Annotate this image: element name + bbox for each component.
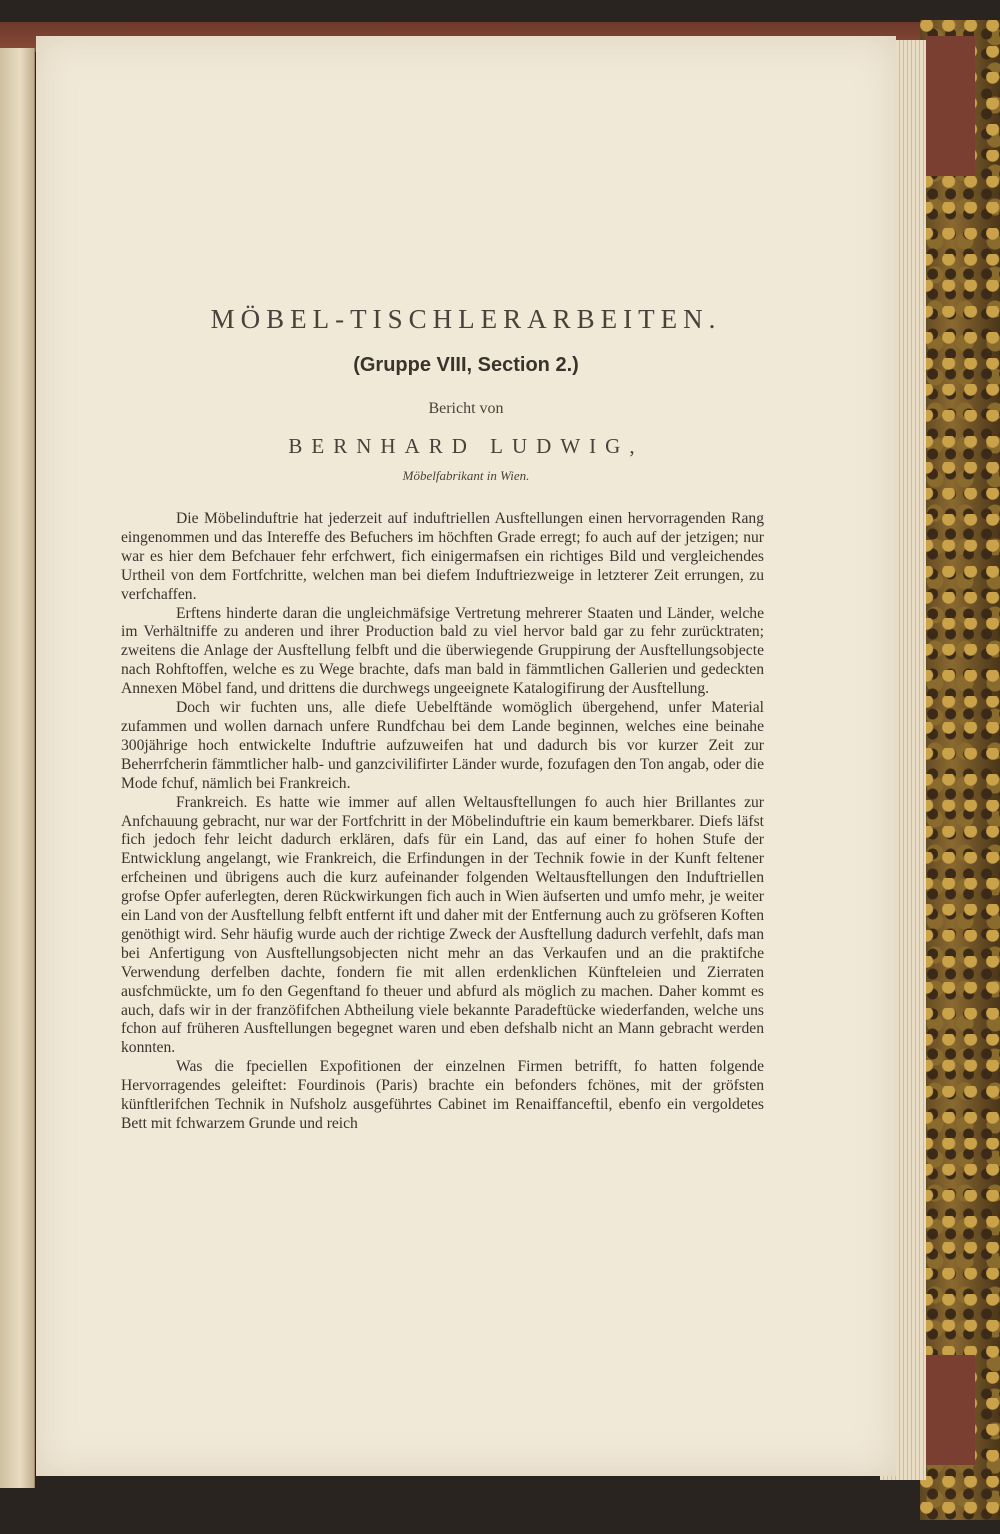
page bbox=[36, 36, 896, 1476]
body-text bbox=[121, 510, 764, 1134]
author-affiliation: Möbelfabrikant in Wien. bbox=[402, 468, 530, 483]
paragraph: Frankreich. Es hatte wie immer auf allen Weltausftellungen fo auch hier Brillantes zur Anfchauung gebracht, nur war der Fortfchritt in der Möbelinduftrie ein kaum bemerkbarer. Diefs läfst fich jedoch fehr leicht dadurch erklären, dafs für ein Land, das auf einer fo hohen Stufe der Entwicklung angelangt, wie Frankreich, die Erfindungen in der Technik fowie in der Kunft feltener erfcheinen und übrigens auch die kurz aufeinander folgenden Weltausftellungen den Induftriellen grofse Opfer auferlegten, deren Rückwirkungen fich auch in Wien äufserten und umfo mehr, je weiter ein Land von der Ausftellung felbft entfernt ift und daher mit der Entfernung auch zu gröfseren Koften genöthigt wird. Sehr häufig wurde auch der richtige Zweck der Ausftellung dadurch verfehlt, dafs man bei Anfertigung von Ausftellungsobjecten nicht mehr an das Verkaufen und an die praktifche Verwendung derfelben dachte, fondern fie mit allen erdenklichen Künfteleien und Zierraten ausfchmückte, um fo den Gegenftand fo theuer und abfurd als möglich zu machen. Daher kommt es auch, dafs wir in der franzöfifchen Abtheilung viele bekannte Paradeftücke wiederfanden, welche uns fchon auf früheren Ausftellungen begegnet waren und eben defshalb nicht an Mann gebracht werden konnten. bbox=[121, 793, 764, 1057]
document-subtitle: (Gruppe VIII, Section 2.) bbox=[353, 354, 579, 376]
paragraph: Was die fpeciellen Expofitionen der einzelnen Firmen betrifft, fo hatten folgende Hervorragendes geleiftet: Fourdinois (Paris) brachte ein befonders fchönes, mit der gröfsten künftlerifchen Technik in Nufsholz ausgeführtes Cabinet im Renaiffanceftil, ebenfo ein vergoldetes Bett mit fchwarzem Grunde und reich bbox=[121, 1058, 764, 1132]
paragraph: Die Möbelinduftrie hat jederzeit auf induftriellen Ausftellungen einen hervorragenden Rang eingenommen und das Intereffe des Befuchers im höchften Grade erregt; fo auch auf der jetzigen; nur war es hier dem Befchauer fehr erfchwert, fich einigermafsen ein richtiges Bild und vergleichendes Urtheil von dem Fortfchritte, welchen man bei diefem Induftriezweige in letzterer Zeit errungen, zu verfchaffen. bbox=[121, 510, 764, 603]
page-content bbox=[36, 36, 896, 1476]
binding-leather-corner-top bbox=[925, 36, 975, 176]
report-label: Bericht von bbox=[428, 400, 504, 417]
marbled-binding bbox=[920, 20, 1000, 1520]
left-page-edge bbox=[0, 48, 35, 1488]
paragraph: Doch wir fuchten uns, alle diefe Uebelftände womöglich übergehend, unfer Material zufammen und wollen darnach unfere Rundfchau bei dem Lande beginnen, welches eine beinahe 300jährige hoch entwickelte Induftrie aufzuweifen hat und dadurch bis vor kurzer Zeit zur Beherrfcherin fämmtlicher halb- und ganzcivilifirter Länder wurde, fozufagen den Ton angab, oder die Mode fchuf, nämlich bei Frankreich. bbox=[121, 699, 764, 792]
binding-leather-corner-bottom bbox=[925, 1355, 975, 1465]
document-title: MÖBEL-TISCHLERARBEITEN. bbox=[210, 304, 722, 334]
paragraph: Erftens hinderte daran die ungleichmäfsige Vertretung mehrerer Staaten und Länder, welche im Verhältniffe zu anderen und ihrer Production bald zu viel hervor bald gar zu fehr zurücktraten; zweitens die Anlage der Ausftellung felbft und die überwiegende Gruppirung der Ausftellungsobjecte nach Rohftoffen, welche es zu Wege brachte, dafs man bald in fämmtlichen Gallerien und gedeckten Annexen Möbel fand, und drittens die durchwegs ungeeignete Katalogifirung der Ausftellung. bbox=[121, 604, 764, 698]
author-name: BERNHARD LUDWIG, bbox=[288, 434, 644, 458]
